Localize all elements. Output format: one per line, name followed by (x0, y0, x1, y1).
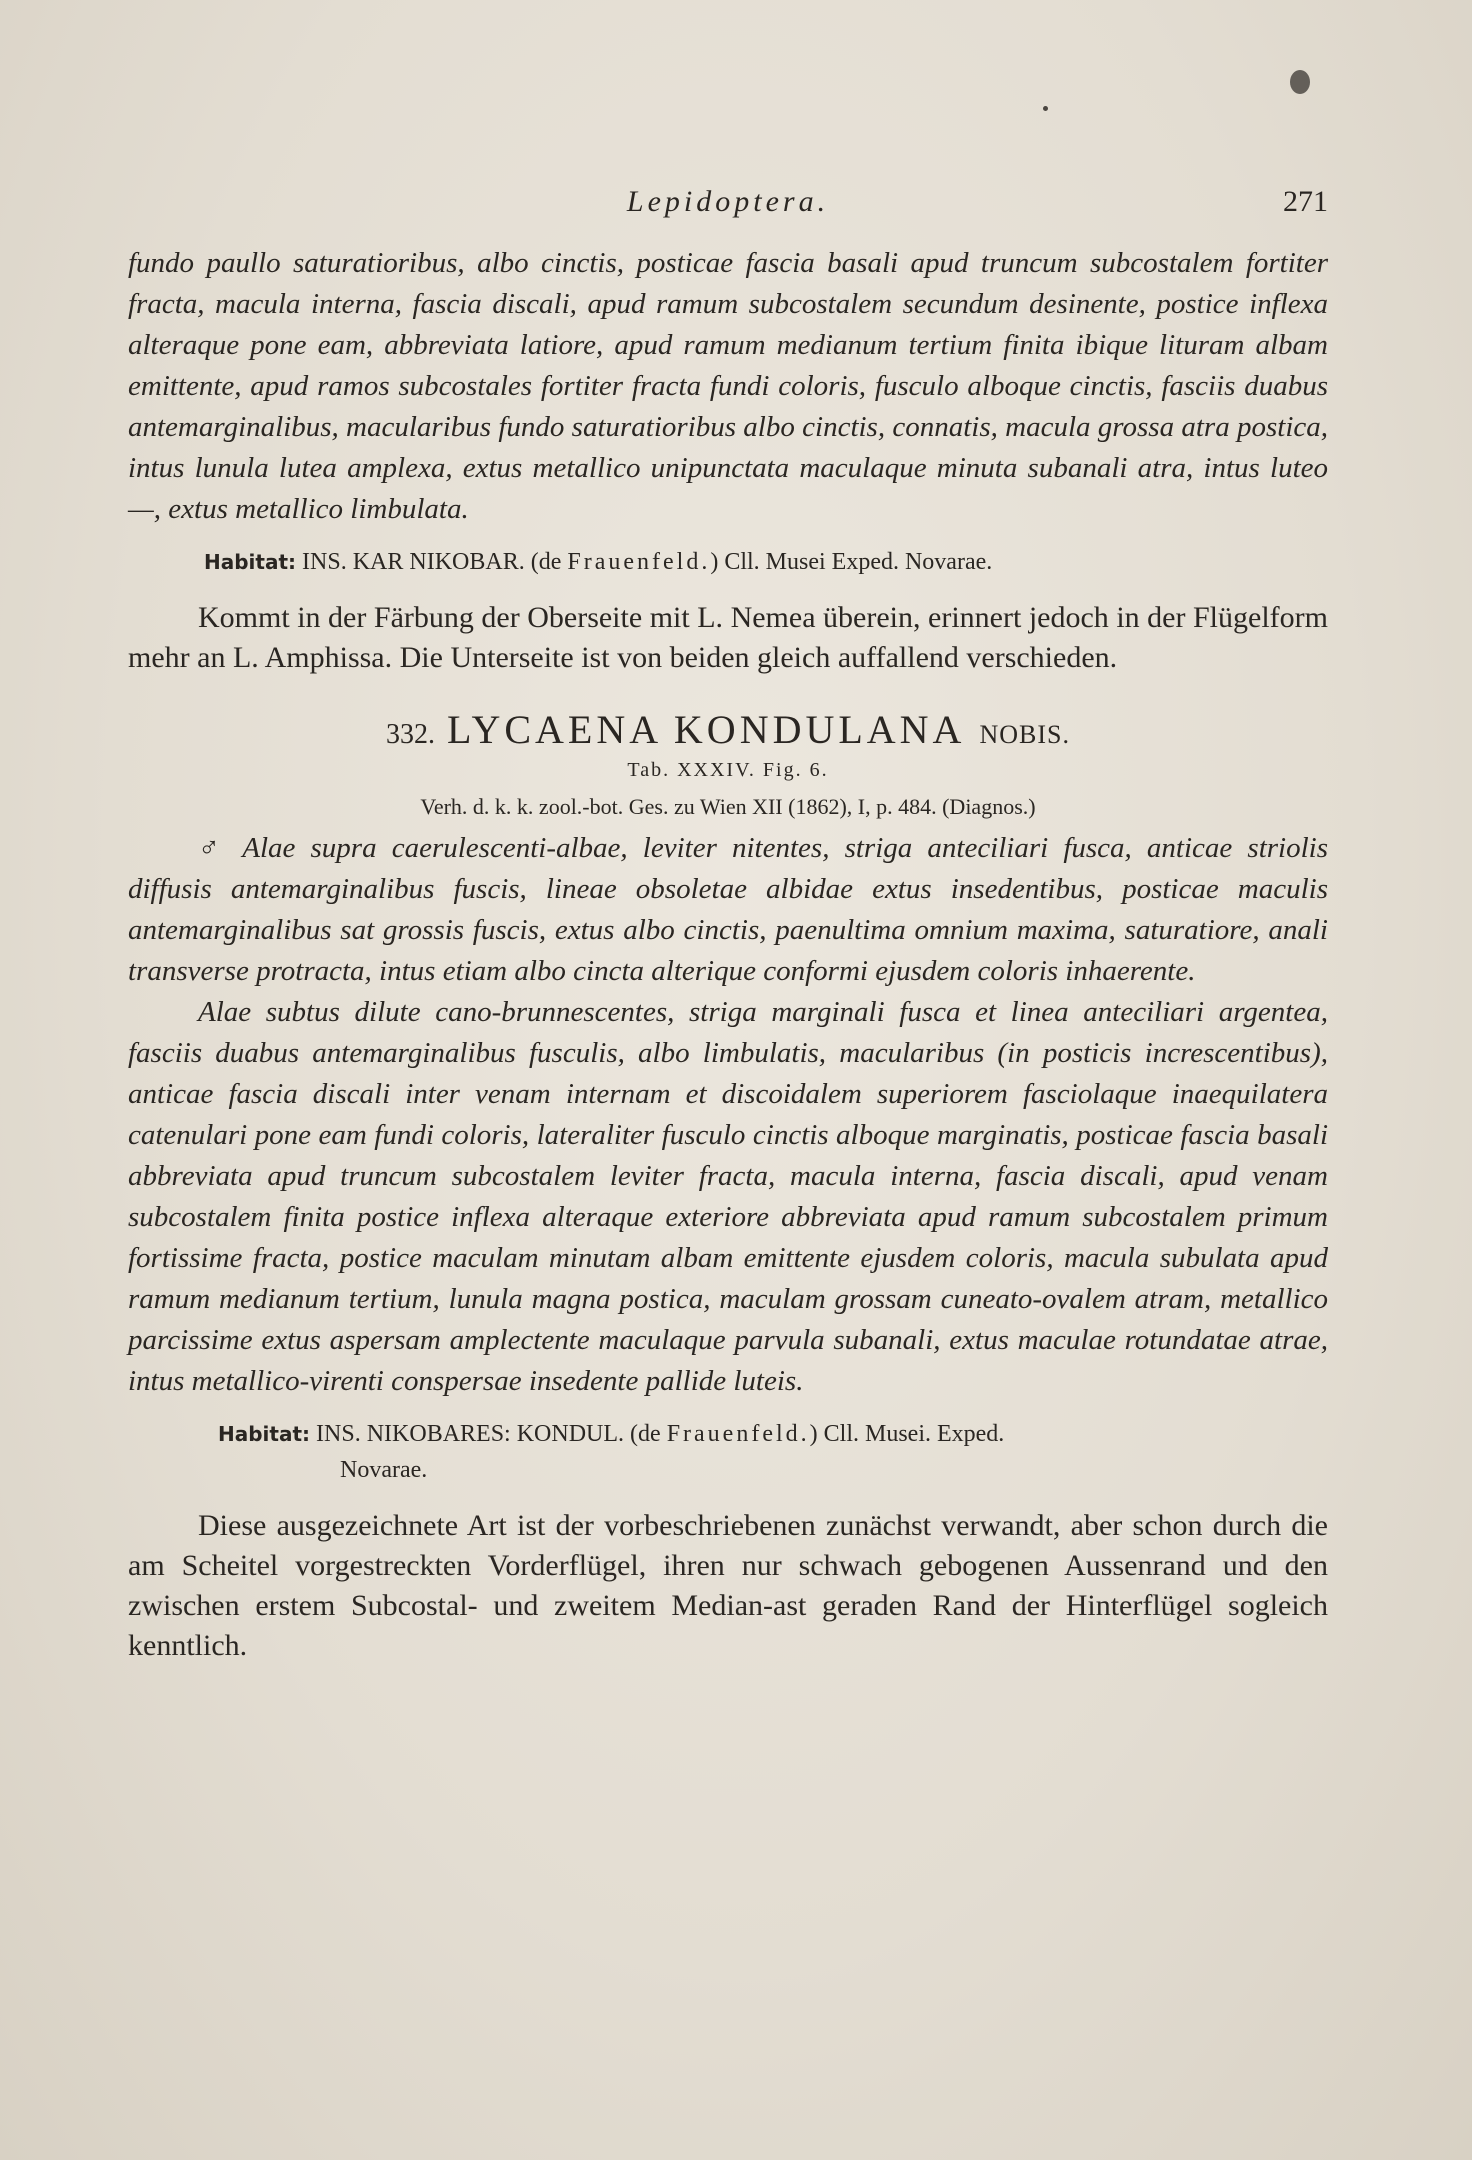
plate-reference: Tab. XXXIV. Fig. 6. (627, 759, 829, 781)
habitat-collector: Frauenfeld. (567, 549, 711, 575)
species-number: 332. (386, 719, 436, 750)
species-name: LYCAENA KONDULANA (447, 707, 966, 752)
habitat-line-1 (204, 544, 1328, 580)
habitat-line-2 (218, 1416, 1328, 1488)
upperside-text: Alae supra caerulescenti-albae, leviter nitentes, striga anteciliari fusca, anticae striolis diffusis antemarginalibus fuscis, lineae obsoletae albidae extus insedentibus, posticae maculis antemarginalibus sat grossis fuscis, extus albo cinctis, paenultima omnium maxima, saturatiore, anali transverse protracta, intus etiam albo cincta alterique conformi ejusdem coloris inhaerente. (128, 832, 1328, 987)
species-author: NOBIS. (979, 720, 1070, 749)
latin-description-upperside (128, 828, 1328, 992)
print-dot (1043, 106, 1048, 111)
habitat-continuation: Novarae. (340, 1457, 428, 1483)
german-note-2: Diese ausgezeichnete Art ist der vorbeschriebenen zunächst verwandt, aber schon durch die am Scheitel vorgestreckten Vorderflügel, ihren nur schwach gebogenen Aussenrand und den zwischen erstem Subcostal- und zweitem Median-ast geraden Rand der Hinterflügel sogleich kenntlich. (128, 1509, 1328, 1662)
male-symbol: ♂ (198, 832, 228, 864)
habitat-text-2: INS. NIKOBARES: KONDUL. (de (316, 1421, 661, 1447)
page-content (128, 185, 1328, 1666)
habitat-label-2: Habitat: (218, 1422, 311, 1446)
german-note-1: Kommt in der Färbung der Oberseite mit L. Nemea überein, erinnert jedoch in der Flügelform mehr an L. Amphissa. Die Unterseite ist von beiden gleich auffallend verschieden. (128, 601, 1328, 674)
page-number: 271 (1283, 185, 1328, 218)
latin-description-continuation: fundo paullo saturatioribus, albo cinctis, posticae fascia basali apud truncum subcostalem fortiter fracta, macula interna, fascia discali, apud ramum subcostalem secundum desinente, postice inflexa alteraque pone eam, abbreviata latiore, apud ramum medianum tertium finita ibique lituram albam emittente, apud ramos subcostales fortiter fracta fundi coloris, fusculo alboque cinctis, fasciis duabus antemarginalibus, macularibus fundo saturatioribus albo cinctis, connatis, macula grossa atra postica, intus lunula lutea amplexa, extus metallico unipunctata maculaque minuta subanali atra, intus luteo —, extus metallico limbulata. (128, 247, 1328, 525)
page-header (128, 185, 1328, 235)
latin-description-underside: Alae subtus dilute cano-brunnescentes, striga marginali fusca et linea anteciliari argentea, fasciis duabus antemarginalibus fusculis, albo limbulatis, macularibus (in posticis increscentibus), anticae fascia discali inter venam internam et discoidalem superiorem fasciolaque inaequilatera catenulari pone eam fundi coloris, lateraliter fusculo cinctis alboque marginatis, posticae fascia basali abbreviata apud truncum subcostalem leviter fracta, macula interna, fascia discali, apud venam subcostalem finita postice inflexa alteraque exteriore abbreviata apud ramum subcostalem primum fortissime fracta, postice maculam minutam albam emittente ejusdem coloris, macula subulata apud ramum medianum tertium, lunula magna postica, maculam grossam cuneato-ovalem atram, metallico parcissime extus aspersam amplectente maculaque parvula subanali, extus maculae rotundatae atrae, intus metallico-virenti conspersae insedente pallide luteis. (128, 996, 1328, 1397)
literature-reference: Verh. d. k. k. zool.-bot. Ges. zu Wien XII (1862), I, p. 484. (Diagnos.) (420, 794, 1036, 819)
habitat-tail: ) Cll. Musei Exped. Novarae. (710, 549, 993, 575)
habitat-label: Habitat: (204, 550, 297, 574)
ink-speck (1290, 70, 1310, 94)
habitat-tail-2: ) Cll. Musei. Exped. (809, 1421, 1005, 1447)
habitat-text: INS. KAR NIKOBAR. (de (302, 549, 562, 575)
running-title: Lepidoptera. (626, 185, 830, 218)
habitat-collector-2: Frauenfeld. (666, 1421, 810, 1447)
species-heading (128, 706, 1328, 753)
